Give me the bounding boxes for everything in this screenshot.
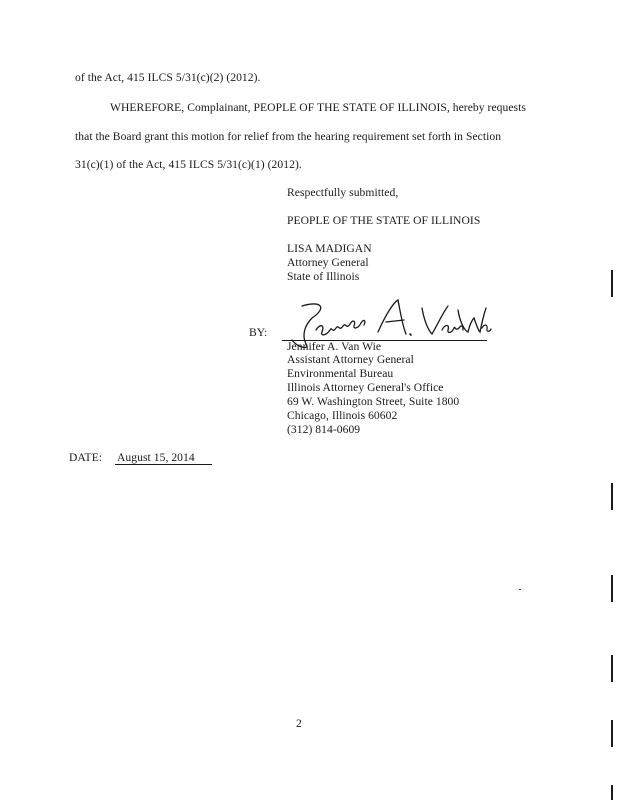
body-line-4: 31(c)(1) of the Act, 415 ILCS 5/31(c)(1) (2012). bbox=[75, 158, 302, 171]
respectfully-submitted: Respectfully submitted, bbox=[287, 186, 399, 199]
date-value: August 15, 2014 bbox=[117, 451, 195, 464]
date-label: DATE: bbox=[69, 451, 103, 464]
signer-phone: (312) 814-0609 bbox=[287, 423, 361, 436]
margin-mark bbox=[611, 270, 613, 297]
margin-mark bbox=[611, 655, 613, 682]
signer-title: Assistant Attorney General bbox=[287, 353, 414, 366]
signer-city: Chicago, Illinois 60602 bbox=[287, 409, 398, 422]
attorney-general-title: Attorney General bbox=[287, 256, 369, 269]
attorney-general-name: LISA MADIGAN bbox=[287, 242, 372, 255]
scan-speck bbox=[519, 589, 521, 590]
signer-name: Jennifer A. Van Wie bbox=[287, 340, 382, 353]
margin-mark bbox=[611, 575, 613, 602]
date-underline bbox=[115, 464, 212, 465]
by-label: BY: bbox=[249, 326, 268, 339]
signer-street: 69 W. Washington Street, Suite 1800 bbox=[287, 395, 460, 408]
signer-office: Illinois Attorney General's Office bbox=[287, 381, 444, 394]
body-line-3: that the Board grant this motion for relief from the hearing requirement set forth in Section bbox=[75, 130, 502, 143]
margin-mark bbox=[611, 720, 613, 747]
page-number: 2 bbox=[296, 717, 302, 730]
body-line-2: WHEREFORE, Complainant, PEOPLE OF THE STATE OF ILLINOIS, hereby requests bbox=[110, 101, 526, 114]
margin-mark bbox=[611, 785, 613, 800]
party-name: PEOPLE OF THE STATE OF ILLINOIS bbox=[287, 214, 481, 227]
attorney-general-state: State of Illinois bbox=[287, 270, 360, 283]
signer-bureau: Environmental Bureau bbox=[287, 367, 394, 380]
body-line-1: of the Act, 415 ILCS 5/31(c)(2) (2012). bbox=[75, 71, 261, 84]
margin-mark bbox=[611, 483, 613, 510]
